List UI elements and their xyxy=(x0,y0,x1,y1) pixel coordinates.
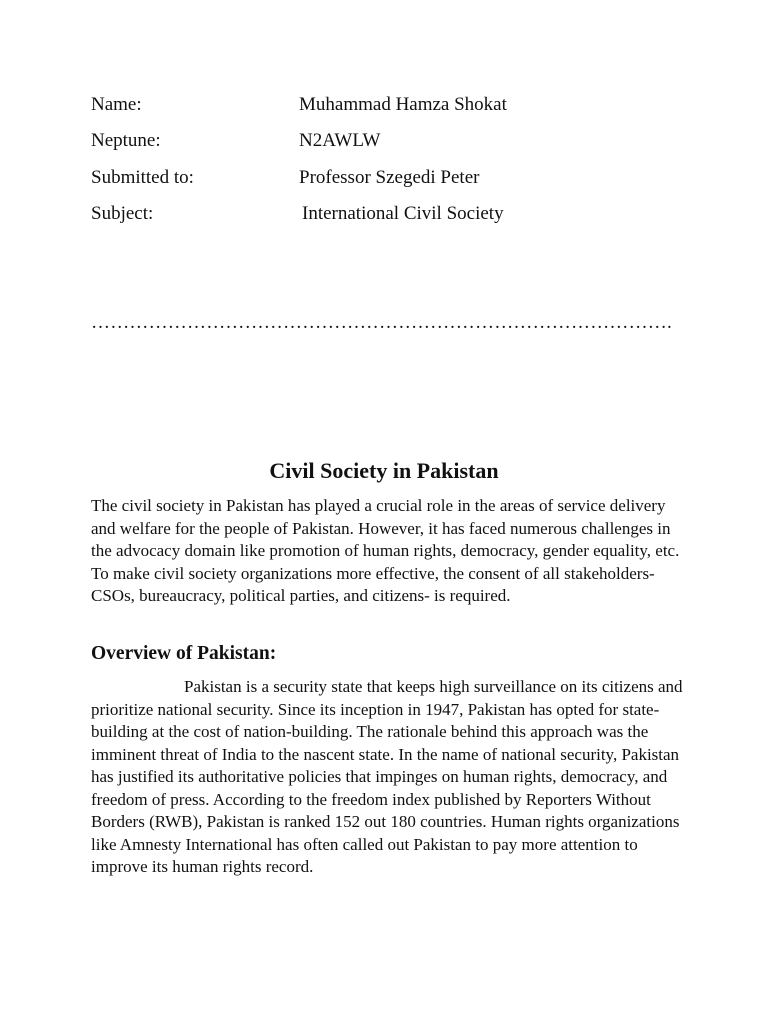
submitted-to-value: Professor Szegedi Peter xyxy=(299,166,480,188)
overview-paragraph: Pakistan is a security state that keeps high surveillance on its citizens and prioritize national security. Since its inception in 1947, Pakistan has opted for state-building at the cost of nation-building. The rationale behind this approach was the imminent threat of India to the nascent state. In the name of national security, Pakistan has justified its authoritative policies that impinges on human rights, democracy, and freedom of press. According to the freedom index published by Reporters Without Borders (RWB), Pakistan is ranked 152 out 180 countries. Human rights organizations like Amnesty International has often called out Pakistan to pay more attention to improve its human rights record. xyxy=(91,677,683,876)
section-heading: Overview of Pakistan: xyxy=(91,643,277,664)
subject-value: International Civil Society xyxy=(302,202,504,224)
subject-label: Subject: xyxy=(91,202,154,224)
submitted-to-row xyxy=(91,165,691,201)
name-row xyxy=(91,92,691,128)
dotted-separator: ………………………………………………………………………………. xyxy=(91,312,672,333)
cover-info xyxy=(91,92,691,237)
neptune-row xyxy=(91,128,691,164)
neptune-label: Neptune: xyxy=(91,130,161,152)
intro-paragraph: The civil society in Pakistan has played a crucial role in the areas of service delivery and welfare for the people of Pakistan. However, it has faced numerous challenges in the advocacy domain like promotion of human rights, democracy, gender equality, etc. To make civil society organizations more effective, the consent of all stakeholders- CSOs, bureaucracy, political parties, and citizens- is required. xyxy=(91,496,680,605)
name-label: Name: xyxy=(91,94,142,115)
document-title: Civil Society in Pakistan xyxy=(269,458,499,483)
submitted-to-label: Submitted to: xyxy=(91,166,194,188)
neptune-value: N2AWLW xyxy=(299,130,381,152)
name-value: Muhammad Hamza Shokat xyxy=(299,94,507,115)
subject-row xyxy=(91,201,691,237)
